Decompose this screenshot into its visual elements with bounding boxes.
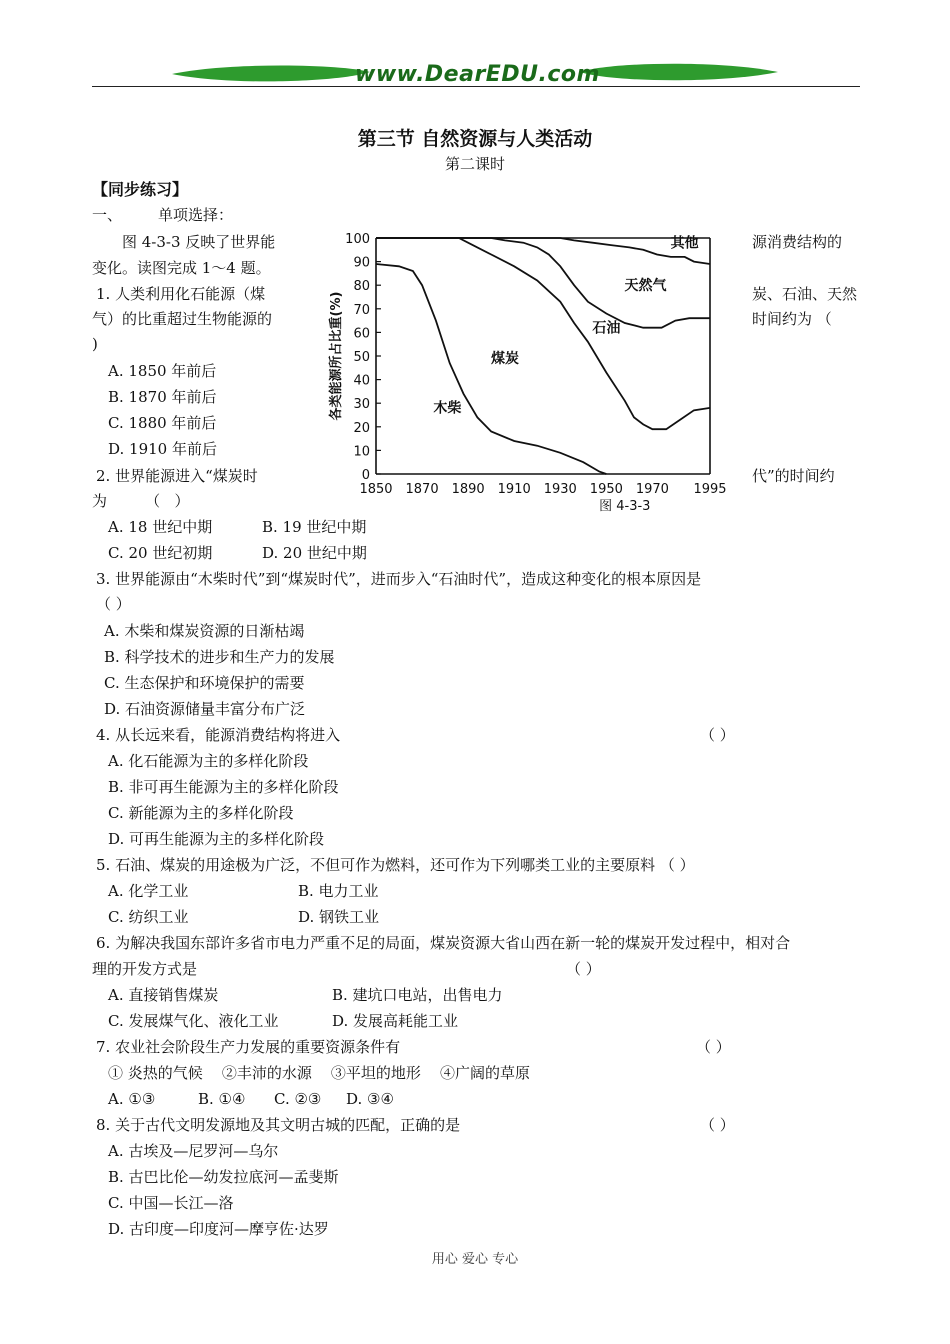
q8-option-c: C. 中国—长江—洛: [108, 1194, 234, 1212]
region-label: 石油: [592, 320, 621, 337]
logo-text: www.DearEDU.com: [355, 62, 600, 87]
q5-option-c: C. 纺织工业: [108, 908, 189, 926]
energy-structure-chart: [326, 226, 736, 518]
logo-swoosh-left: [172, 66, 370, 82]
q7-answer-paren: （ ）: [696, 1038, 731, 1056]
q2-option-b: B. 19 世纪中期: [262, 518, 367, 536]
x-tick-label: 1995: [693, 482, 727, 497]
q2-option-a: A. 18 世纪中期: [108, 518, 213, 536]
q8-option-b: B. 古巴比伦—幼发拉底河—孟斐斯: [108, 1168, 339, 1186]
region-label: 煤炭: [490, 351, 519, 368]
y-tick-label: 80: [353, 279, 370, 295]
y-tick-label: 20: [353, 420, 370, 436]
q6-option-d: D. 发展高耗能工业: [332, 1012, 459, 1030]
q1-stem-2-right: 时间约为 （: [752, 310, 832, 328]
y-tick-label: 30: [353, 397, 370, 413]
part-number: 一、: [92, 206, 123, 224]
q6-answer-paren: （ ）: [566, 960, 601, 978]
boundary-line-1: [376, 264, 606, 474]
q7-option-a: A. ①③: [108, 1090, 156, 1108]
q2-stem-1: 2. 世界能源进入“煤炭时: [96, 467, 258, 485]
q8-stem: 8. 关于古代文明发源地及其文明古城的匹配，正确的是: [96, 1116, 461, 1134]
q2-stem-1-right: 代”的时间约: [752, 467, 835, 485]
q3-option-b: B. 科学技术的进步和生产力的发展: [104, 648, 335, 666]
y-tick-label: 50: [353, 350, 370, 365]
q8-option-a: A. 古埃及—尼罗河—乌尔: [108, 1142, 279, 1160]
q6-stem-1: 6. 为解决我国东部许多省市电力严重不足的局面，煤炭资源大省山西在新一轮的煤炭开发过程中，相对合: [96, 934, 791, 952]
page-title: 第三节 自然资源与人类活动: [357, 128, 593, 150]
y-axis-title: 各类能源所占比重(%): [329, 291, 344, 421]
q1-stem-2: 气）的比重超过生物能源的: [92, 310, 273, 328]
intro-line-1: 图 4-3-3 反映了世界能: [122, 233, 276, 251]
q4-stem: 4. 从长远来看，能源消费结构将进入: [96, 726, 341, 744]
q5-stem: 5. 石油、煤炭的用途极为广泛，不但可作为燃料，还可作为下列哪类工业的主要原料 （ ）: [96, 856, 695, 874]
q1-stem-1-right: 炭、石油、天然: [752, 285, 858, 303]
q3-option-a: A. 木柴和煤炭资源的日渐枯竭: [104, 622, 305, 640]
q1-option-a: A. 1850 年前后: [108, 362, 217, 380]
y-tick-label: 10: [353, 444, 370, 460]
page-subtitle: 第二课时: [444, 155, 505, 173]
page-footer: 用心 爱心 专心: [431, 1252, 519, 1267]
q1-option-d: D. 1910 年前后: [108, 440, 217, 458]
q6-option-b: B. 建坑口电站，出售电力: [332, 986, 503, 1004]
q8-answer-paren: （ ）: [700, 1116, 735, 1134]
region-label: 其他: [670, 235, 699, 252]
q6-option-c: C. 发展煤气化、液化工业: [108, 1012, 279, 1030]
q8-option-d: D. 古印度—印度河—摩亨佐·达罗: [108, 1220, 329, 1238]
intro-line-1-right: 源消费结构的: [752, 233, 843, 251]
x-tick-label: 1930: [543, 482, 577, 497]
q7-option-b: B. ①④: [198, 1090, 246, 1108]
q6-option-a: A. 直接销售煤炭: [108, 986, 219, 1004]
y-tick-label: 100: [345, 232, 370, 247]
q4-answer-paren: （ ）: [700, 726, 735, 744]
q5-option-b: B. 电力工业: [298, 882, 379, 900]
q4-option-d: D. 可再生能源为主的多样化阶段: [108, 830, 325, 848]
q7-conditions: ① 炎热的气候 ②丰沛的水源 ③平坦的地形 ④广阔的草原: [108, 1064, 530, 1082]
q2-option-d: D. 20 世纪中期: [262, 544, 367, 562]
q6-stem-2: 理的开发方式是: [92, 960, 198, 978]
x-tick-label: 1890: [451, 482, 485, 497]
boundary-line-2: [376, 238, 710, 429]
q2-stem-2: 为 （ ）: [92, 492, 190, 510]
section-heading: 【同步练习】: [92, 180, 189, 199]
q2-option-c: C. 20 世纪初期: [108, 544, 213, 562]
q3-stem-1: 3. 世界能源由“木柴时代”到“煤炭时代”，进而步入“石油时代”，造成这种变化的根本原因是: [96, 570, 702, 588]
x-tick-label: 1910: [497, 482, 531, 497]
q1-stem-3: ): [92, 335, 98, 353]
y-tick-label: 60: [353, 326, 370, 342]
q7-option-c: C. ②③: [274, 1090, 322, 1108]
x-tick-label: 1950: [589, 482, 623, 497]
intro-line-2: 变化。读图完成 1～4 题。: [92, 259, 271, 277]
q7-option-d: D. ③④: [346, 1090, 394, 1108]
y-tick-label: 40: [353, 373, 370, 389]
q4-option-c: C. 新能源为主的多样化阶段: [108, 804, 294, 822]
q5-option-a: A. 化学工业: [108, 882, 189, 900]
q3-option-c: C. 生态保护和环境保护的需要: [104, 674, 305, 692]
q1-option-b: B. 1870 年前后: [108, 388, 217, 406]
region-label: 木柴: [433, 400, 462, 417]
region-label: 天然气: [624, 277, 667, 294]
q5-option-d: D. 钢铁工业: [298, 908, 380, 926]
x-tick-label: 1850: [359, 482, 393, 497]
q1-option-c: C. 1880 年前后: [108, 414, 217, 432]
q1-stem-1: 1. 人类利用化石能源（煤: [96, 285, 266, 303]
y-tick-label: 0: [361, 468, 370, 483]
logo-swoosh-right: [580, 64, 778, 81]
y-tick-label: 90: [353, 255, 370, 271]
part-label: 单项选择：: [158, 206, 234, 224]
q4-option-a: A. 化石能源为主的多样化阶段: [108, 752, 309, 770]
q7-stem: 7. 农业社会阶段生产力发展的重要资源条件有: [96, 1038, 401, 1056]
q3-stem-2: （ ）: [96, 595, 131, 613]
q4-option-b: B. 非可再生能源为主的多样化阶段: [108, 778, 339, 796]
y-tick-label: 70: [353, 302, 370, 318]
x-tick-label: 1870: [405, 482, 439, 497]
header-rule: [92, 86, 860, 87]
figure-caption: 图 4-3-3: [599, 499, 651, 514]
q3-option-d: D. 石油资源储量丰富分布广泛: [104, 700, 306, 718]
x-tick-label: 1970: [635, 482, 669, 497]
